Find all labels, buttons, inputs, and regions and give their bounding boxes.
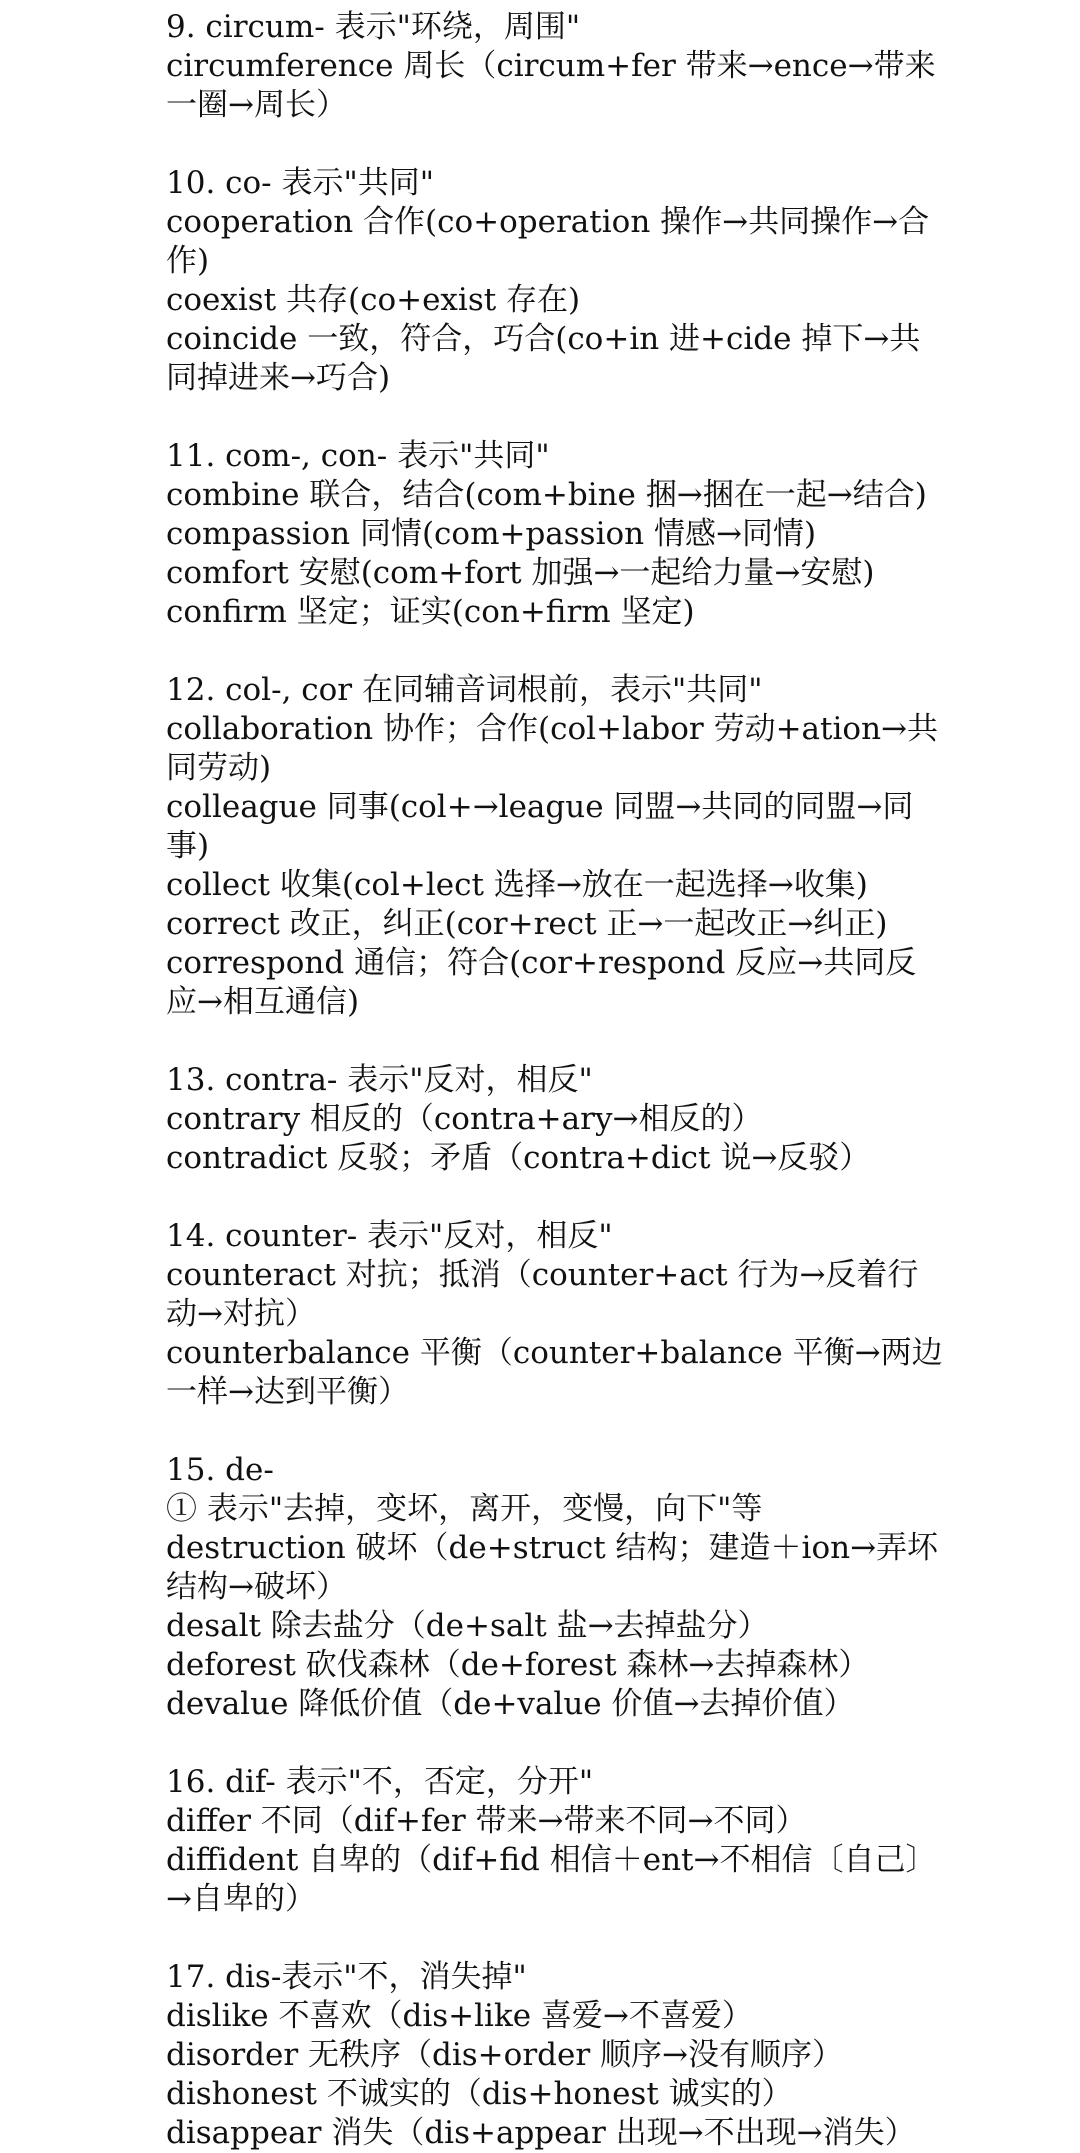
section-12 [166, 671, 946, 1022]
section-heading: 10. co- 表示"共同" [166, 165, 435, 201]
section-gap [166, 632, 946, 671]
entry-line: compassion 同情(com+passion 情感→同情) [166, 516, 817, 552]
entry-line: collect 收集(col+lect 选择→放在一起选择→收集) [166, 867, 868, 903]
entry-line: dishonest 不诚实的（dis+honest 诚实的） [166, 2076, 793, 2112]
section-15 [166, 1451, 946, 1724]
section-11 [166, 437, 946, 632]
entry-line: counteract 对抗；抵消（counter+act 行为→反着行动→对抗） [166, 1257, 919, 1332]
entry-line: ① 表示"去掉，变坏，离开，变慢，向下"等 [166, 1491, 763, 1527]
section-9 [166, 8, 946, 125]
entry-line: contradict 反驳；矛盾（contra+dict 说→反驳） [166, 1140, 871, 1176]
entry-line: contrary 相反的（contra+ary→相反的） [166, 1101, 763, 1137]
section-gap [166, 1178, 946, 1217]
entry-line: diffident 自卑的（dif+fid 相信＋ent→不相信〔自己〕→自卑的） [166, 1842, 937, 1917]
entry-line: coexist 共存(co+exist 存在) [166, 282, 581, 318]
entry-line: destruction 破坏（de+struct 结构；建造＋ion→弄坏结构→破坏） [166, 1530, 939, 1605]
entry-line: dislike 不喜欢（dis+like 喜爱→不喜爱） [166, 1998, 753, 2034]
entry-line: correct 改正，纠正(cor+rect 正→一起改正→纠正) [166, 906, 888, 942]
section-heading: 16. dif- 表示"不，否定，分开" [166, 1764, 594, 1800]
entry-line: correspond 通信；符合(cor+respond 反应→共同反应→相互通信) [166, 945, 917, 1020]
entry-line: collaboration 协作；合作(col+labor 劳动+ation→共同劳动) [166, 711, 939, 786]
section-heading: 13. contra- 表示"反对，相反" [166, 1062, 593, 1098]
entry-line: colleague 同事(col+→league 同盟→共同的同盟→同事) [166, 789, 914, 864]
entry-line: disorder 无秩序（dis+order 顺序→没有顺序） [166, 2037, 843, 2073]
entry-line: counterbalance 平衡（counter+balance 平衡→两边一样→达到平衡） [166, 1335, 943, 1410]
entry-line: cooperation 合作(co+operation 操作→共同操作→合作) [166, 204, 930, 279]
section-gap [166, 1724, 946, 1763]
document-body [166, 8, 946, 2153]
section-gap [166, 1919, 946, 1958]
section-heading: 9. circum- 表示"环绕，周围" [166, 9, 581, 45]
entry-line: differ 不同（dif+fer 带来→带来不同→不同） [166, 1803, 807, 1839]
section-14 [166, 1217, 946, 1412]
section-13 [166, 1061, 946, 1178]
section-gap [166, 125, 946, 164]
entry-line: desalt 除去盐分（de+salt 盐→去掉盐分） [166, 1608, 769, 1644]
section-heading: 11. com-, con- 表示"共同" [166, 438, 550, 474]
section-10 [166, 164, 946, 398]
entry-line: devalue 降低价值（de+value 价值→去掉价值） [166, 1686, 855, 1722]
section-17 [166, 1958, 946, 2153]
section-heading: 17. dis-表示"不，消失掉" [166, 1959, 527, 1995]
section-gap [166, 398, 946, 437]
section-heading: 12. col-, cor 在同辅音词根前，表示"共同" [166, 672, 763, 708]
entry-line: coincide 一致，符合，巧合(co+in 进+cide 掉下→共同掉进来→巧合) [166, 321, 921, 396]
entry-line: deforest 砍伐森林（de+forest 森林→去掉森林） [166, 1647, 870, 1683]
section-gap [166, 1412, 946, 1451]
entry-line: comfort 安慰(com+fort 加强→一起给力量→安慰) [166, 555, 875, 591]
entry-line: disappear 消失（dis+appear 出现→不出现→消失） [166, 2115, 916, 2151]
entry-line: circumference 周长（circum+fer 带来→ence→带来一圈→周长） [166, 48, 936, 123]
section-16 [166, 1763, 946, 1919]
section-heading: 14. counter- 表示"反对，相反" [166, 1218, 613, 1254]
section-gap [166, 1022, 946, 1061]
section-heading: 15. de- [166, 1452, 274, 1488]
entry-line: combine 联合，结合(com+bine 捆→捆在一起→结合) [166, 477, 927, 513]
entry-line: confirm 坚定；证实(con+firm 坚定) [166, 594, 695, 630]
